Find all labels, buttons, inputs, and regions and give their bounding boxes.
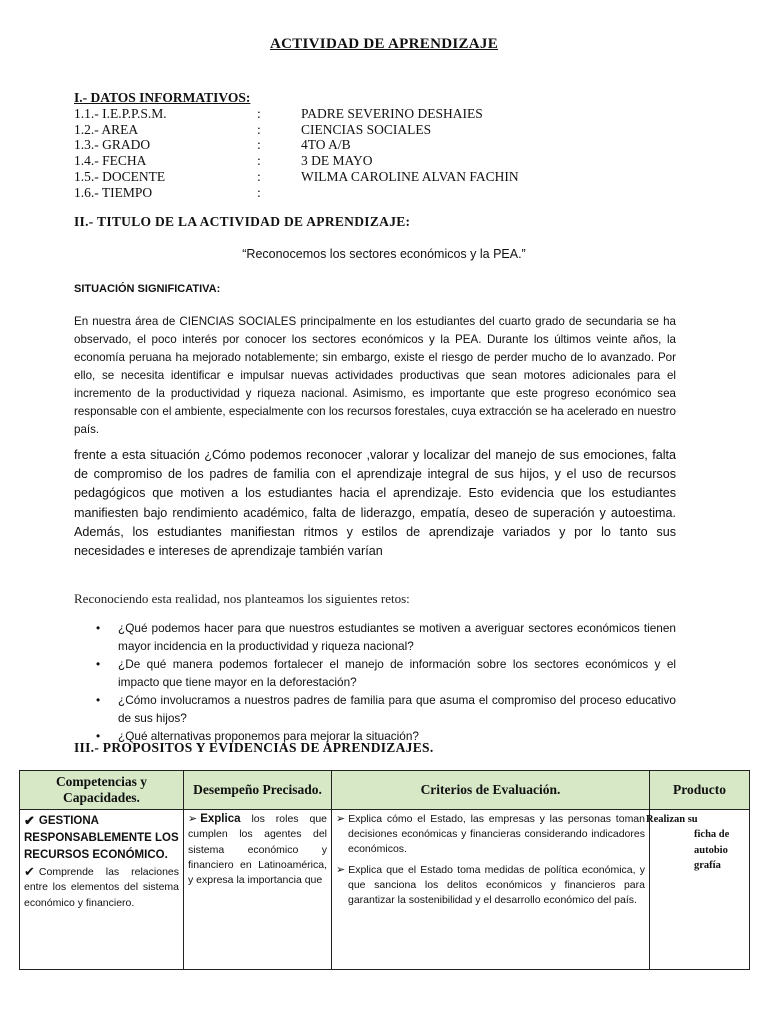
competency-text: GESTIONA RESPONSABLEMENTE LOS RECURSOS ECONÓMICO. — [24, 815, 179, 861]
info-label: 1.5.- DOCENTE — [74, 168, 166, 184]
performance-text: los roles que cumplen los agentes del sistema económico y financiero en Latinoamérica, y expresa la importancia que — [188, 813, 327, 887]
info-value: 4TO A/B — [301, 137, 351, 153]
info-value: WILMA CAROLINE ALVAN FACHIN — [301, 168, 519, 184]
list-item — [96, 691, 676, 727]
info-colon: : — [257, 153, 261, 169]
arrow-bullet-icon: ➢ — [336, 813, 346, 825]
header-competencies: Competencias y Capacidades. — [20, 771, 184, 810]
info-label: 1.4.- FECHA — [74, 153, 147, 169]
header-criteria: Criterios de Evaluación. — [332, 771, 650, 810]
bullet-icon: • — [96, 729, 101, 743]
header-performance: Desempeño Precisado. — [184, 771, 332, 810]
challenge-text: ¿De qué manera podemos fortalecer el manejo de información sobre los sectores económicos y el impacto que tiene mayor en la deforestación? — [118, 657, 676, 689]
info-colon: : — [257, 168, 261, 184]
info-value: 3 DE MAYO — [301, 153, 373, 169]
criteria-cell — [332, 810, 650, 970]
table-header-row — [20, 771, 750, 810]
challenge-text: ¿Qué podemos hacer para que nuestros estudiantes se motiven a averiguar sectores económicos tienen mayor incidencia en la productividad y riqueza nacional? — [118, 621, 676, 653]
section2-heading: II.- TITULO DE LA ACTIVIDAD DE APRENDIZAJE: — [74, 214, 411, 229]
criterion-text: Explica cómo el Estado, las empresas y las personas toman decisiones económicas y financieras considerando indicadores económicos. — [348, 813, 645, 855]
info-value: CIENCIAS SOCIALES — [301, 121, 432, 137]
product-cell — [646, 810, 750, 970]
info-colon: : — [257, 106, 261, 121]
info-label: 1.6.- TIEMPO — [74, 184, 153, 200]
info-colon: : — [257, 137, 261, 153]
criterion-text: Explica que el Estado toma medidas de política económica, y que sanciona los delitos económicos y financieros para garantizar la sostenibilidad y el desarrollo económico del país. — [348, 864, 645, 906]
capacity-text: Comprende las relaciones entre los elementos del sistema económico y financiero. — [24, 866, 179, 909]
header-product: Producto — [650, 771, 750, 810]
info-label: 1.1.- I.E.P.P.S.M. — [74, 106, 167, 121]
criterion-item — [336, 863, 645, 908]
section3-heading: III.- PROPOSITOS Y EVIDENCIAS DE APRENDIZAJES. — [74, 740, 434, 755]
bullet-icon: • — [96, 693, 101, 707]
list-item — [96, 655, 676, 691]
info-label: 1.3.- GRADO — [74, 137, 151, 153]
challenges-list — [96, 619, 676, 745]
competencies-cell — [20, 810, 184, 970]
document-title: ACTIVIDAD DE APRENDIZAJE — [269, 36, 499, 52]
info-colon: : — [257, 121, 261, 137]
competency-item — [24, 812, 179, 864]
bullet-icon: • — [96, 621, 101, 635]
challenge-text: ¿Cómo involucramos a nuestros padres de familia para que asuma el compromiso del proceso educativo de sus hijos? — [118, 693, 676, 725]
info-colon: : — [257, 184, 261, 200]
check-icon: ✔ — [24, 813, 35, 828]
arrow-bullet-icon: ➢ — [336, 864, 346, 876]
list-item — [96, 619, 676, 655]
info-label: 1.2.- AREA — [74, 121, 139, 137]
challenge-text: ¿Qué alternativas proponemos para mejorar la situación? — [118, 729, 419, 743]
context-paragraph: frente a esta situación ¿Cómo podemos reconocer ,valorar y localizar del manejo de sus emociones, falta de compromiso de los padres de familia con el aprendizaje integral de sus hijos, y el uso de recursos pedagógicos que motiven a los estudiantes hacia el aprendizaje. Esto evidencia que los estudiantes manifiesten bajo rendimiento académico, falta de liderazgo, empatía, deseo de superación y autoestima. Además, los estudiantes manifiestan ritmos y estilos de aprendizaje variados y por lo tanto sus necesidades e intereses de aprendizaje también varían — [74, 448, 676, 559]
arrow-bullet-icon: ➢ — [188, 813, 198, 825]
criterion-item — [336, 812, 645, 857]
table-row — [20, 810, 750, 970]
situation-paragraph: En nuestra área de CIENCIAS SOCIALES principalmente en los estudiantes del cuarto grado de secundaria se ha observado, el poco interés por conocer los sectores económicos y la PEA. Durante los últimos veinte años, la economía peruana ha mejorado notablemente; sin embargo, existe el riesgo de perder mucho de lo avanzado. Por ello, se necesita identificar e impulsar nuevas actividades productivas que sean motores adicionales para el incremento de la productividad y riqueza nacional. Asimismo, es importante que este progreso económico sea responsable con el ambiente, especialmente con los recursos forestales, cuya extracción se ha acelerado en nuestro país. — [74, 315, 676, 436]
bullet-icon: • — [96, 657, 101, 671]
info-value: PADRE SEVERINO DESHAIES — [301, 106, 483, 121]
challenges-intro: Reconociendo esta realidad, nos planteamos los siguientes retos: — [74, 591, 410, 606]
situation-heading: SITUACIÓN SIGNIFICATIVA: — [74, 283, 221, 295]
product-text: ficha de autobio grafía — [694, 829, 730, 871]
section1-heading: I.- DATOS INFORMATIVOS: — [74, 90, 251, 105]
activity-title: “Reconocemos los sectores económicos y la PEA.” — [242, 247, 526, 261]
competencies-table — [19, 770, 750, 970]
product-line1: Realizan su — [646, 814, 698, 825]
capacity-item — [24, 864, 179, 911]
performance-verb: Explica — [200, 813, 241, 825]
check-icon: ✔ — [24, 864, 35, 879]
performance-cell — [184, 810, 332, 970]
